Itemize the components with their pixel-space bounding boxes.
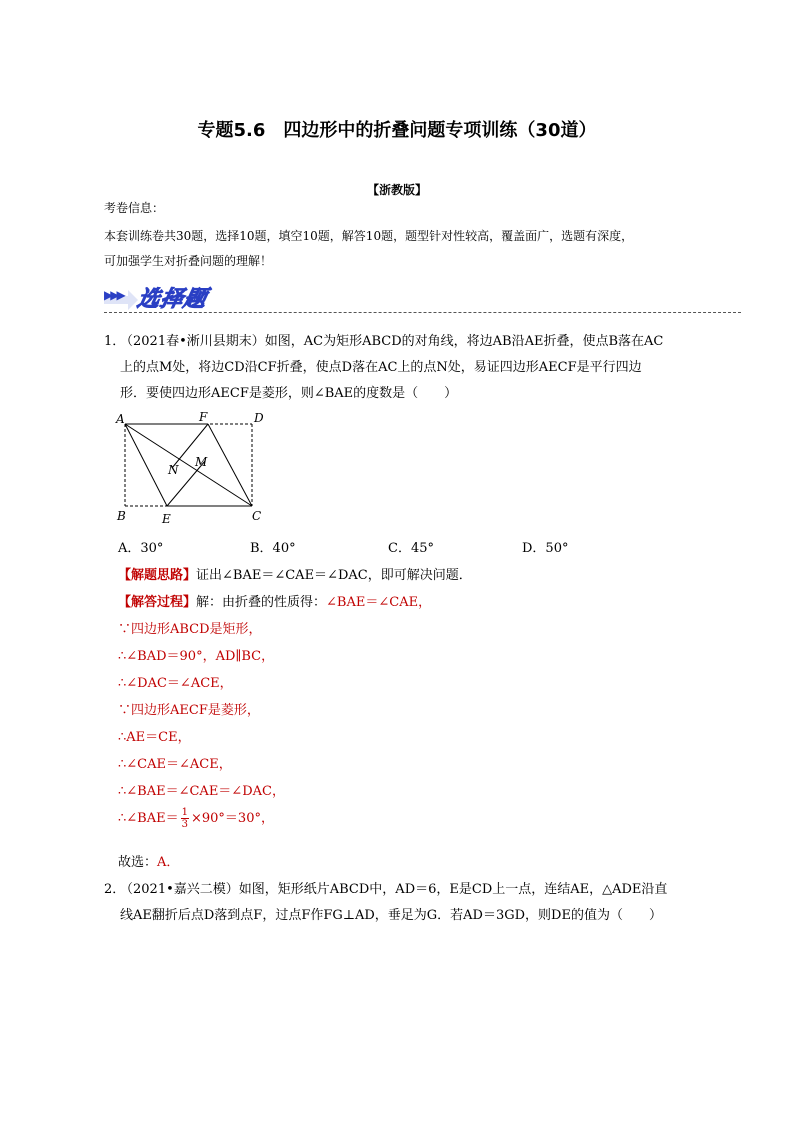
figure-label-f: F (199, 410, 208, 424)
question-1-line-1: （2021春•淅川县期末）如图，AC为矩形ABCD的对角线，将边AB沿AE折叠，使点B落在AC (120, 334, 664, 349)
final-step (118, 807, 274, 830)
process-label: 【解答过程】 (118, 595, 197, 610)
option-d: D．50° (522, 541, 569, 556)
option-b: B．40° (250, 541, 296, 556)
process-intro-equation: ∠BAE＝∠CAE， (326, 595, 432, 610)
info-label: 考卷信息： (104, 201, 165, 215)
figure-diagonal-ac (125, 424, 252, 506)
section-banner-title: 选择题 (134, 287, 210, 312)
step-7: ∴∠BAE＝∠CAE＝∠DAC， (118, 784, 285, 799)
question-2-number: 2． (104, 882, 126, 897)
question-1-line-3: 形．要使四边形AECF是菱形，则∠BAE的度数是（ ） (120, 386, 458, 401)
fraction-denominator: 3 (181, 819, 188, 830)
page-title: 专题5.6 四边形中的折叠问题专项训练（30道） (197, 120, 597, 141)
process-intro: 解：由折叠的性质得： (196, 595, 327, 610)
figure-label-n: N (168, 463, 179, 477)
final-suffix: ×90°＝30°， (190, 811, 274, 826)
answer-label: 故选： (118, 855, 158, 870)
solution-process (118, 591, 431, 610)
info-line-2: 可加强学生对折叠问题的理解！ (104, 254, 273, 268)
answer-value: A． (157, 855, 180, 870)
step-1: ∵四边形ABCD是矩形， (118, 622, 262, 637)
answer (118, 851, 179, 870)
step-2: ∴∠BAD＝90°，AD∥BC， (118, 649, 275, 664)
info-line-1: 本套训练卷共30题，选择10题，填空10题，解答10题，题型针对性较高，覆盖面广，选题有深度， (104, 229, 634, 243)
option-a: A．30° (118, 541, 164, 556)
option-c: C．45° (388, 541, 434, 556)
edition-label: 【浙教版】 (366, 183, 427, 197)
question-1-figure (110, 408, 270, 528)
final-prefix: ∴∠BAE＝ (118, 811, 179, 826)
figure-label-d: D (254, 411, 264, 425)
step-3: ∴∠DAC＝∠ACE， (118, 676, 233, 691)
figure-label-c: C (252, 509, 262, 523)
figure-label-b: B (117, 509, 126, 523)
fraction-one-third (181, 807, 189, 830)
question-1-number: 1． (104, 334, 126, 349)
solution-idea (118, 564, 472, 583)
fraction-numerator: 1 (181, 807, 188, 818)
figure-label-a: A (116, 412, 125, 426)
step-6: ∴∠CAE＝∠ACE， (118, 757, 232, 772)
figure-label-m: M (195, 455, 208, 469)
step-5: ∴AE＝CE， (118, 730, 191, 745)
question-1-line-2: 上的点M处，将边CD沿CF折叠，使点D落在AC上的点N处，易证四边形AECF是平行四边 (120, 360, 642, 375)
figure-segment-fc (208, 424, 252, 506)
question-2-line-1: （2021•嘉兴二模）如图，矩形纸片ABCD中，AD＝6，E是CD上一点，连结AE，△ADE沿直 (120, 882, 668, 897)
section-divider (104, 312, 741, 313)
banner-arrow-icon: ▶▶▶ (104, 288, 123, 302)
idea-text: 证出∠BAE＝∠CAE＝∠DAC，即可解决问题． (196, 568, 472, 583)
idea-label: 【解题思路】 (118, 568, 197, 583)
figure-segment-ae (125, 424, 167, 506)
figure-label-e: E (162, 512, 171, 526)
question-2-line-2: 线AE翻折后点D落到点F，过点F作FG⊥AD，垂足为G．若AD＝3GD，则DE的值为（ ） (120, 908, 662, 923)
step-4: ∵四边形AECF是菱形， (118, 703, 260, 718)
